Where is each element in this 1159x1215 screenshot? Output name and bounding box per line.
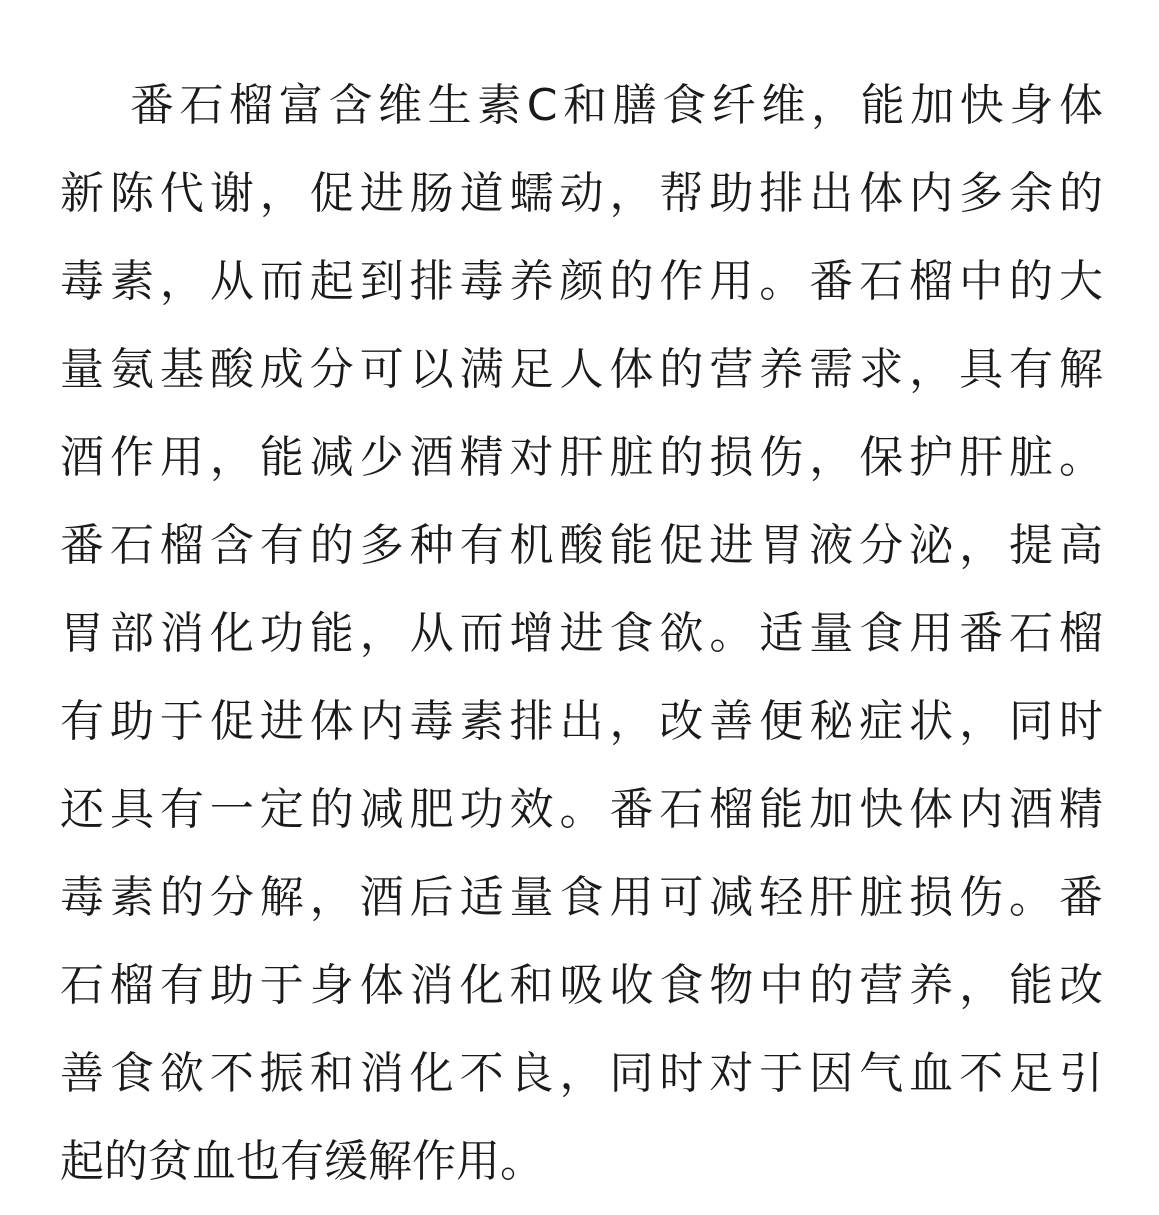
paragraph-line-7: 胃部消化功能，从而增进食欲。适量食用番石榴 bbox=[60, 608, 1103, 659]
paragraph-line-4: 量氨基酸成分可以满足人体的营养需求，具有解 bbox=[60, 344, 1103, 395]
paragraph-line-2: 新陈代谢，促进肠道蠕动，帮助排出体内多余的 bbox=[60, 168, 1103, 219]
paragraph-line-10: 毒素的分解，酒后适量食用可减轻肝脏损伤。番 bbox=[60, 872, 1103, 923]
paragraph-line-6: 番石榴含有的多种有机酸能促进胃液分泌，提高 bbox=[60, 520, 1103, 571]
paragraph-line-3: 毒素，从而起到排毒养颜的作用。番石榴中的大 bbox=[60, 256, 1103, 307]
article-body bbox=[60, 62, 1103, 1206]
paragraph-line-1: 番石榴富含维生素C和膳食纤维，能加快身体 bbox=[130, 80, 1103, 131]
paragraph-line-5: 酒作用，能减少酒精对肝脏的损伤，保护肝脏。 bbox=[60, 432, 1103, 483]
paragraph-line-11: 石榴有助于身体消化和吸收食物中的营养，能改 bbox=[60, 960, 1103, 1011]
paragraph-line-13: 起的贫血也有缓解作用。 bbox=[60, 1136, 544, 1187]
paragraph-line-9: 还具有一定的减肥功效。番石榴能加快体内酒精 bbox=[60, 784, 1103, 835]
paragraph-line-8: 有助于促进体内毒素排出，改善便秘症状，同时 bbox=[60, 696, 1103, 747]
paragraph-line-12: 善食欲不振和消化不良，同时对于因气血不足引 bbox=[60, 1048, 1103, 1099]
